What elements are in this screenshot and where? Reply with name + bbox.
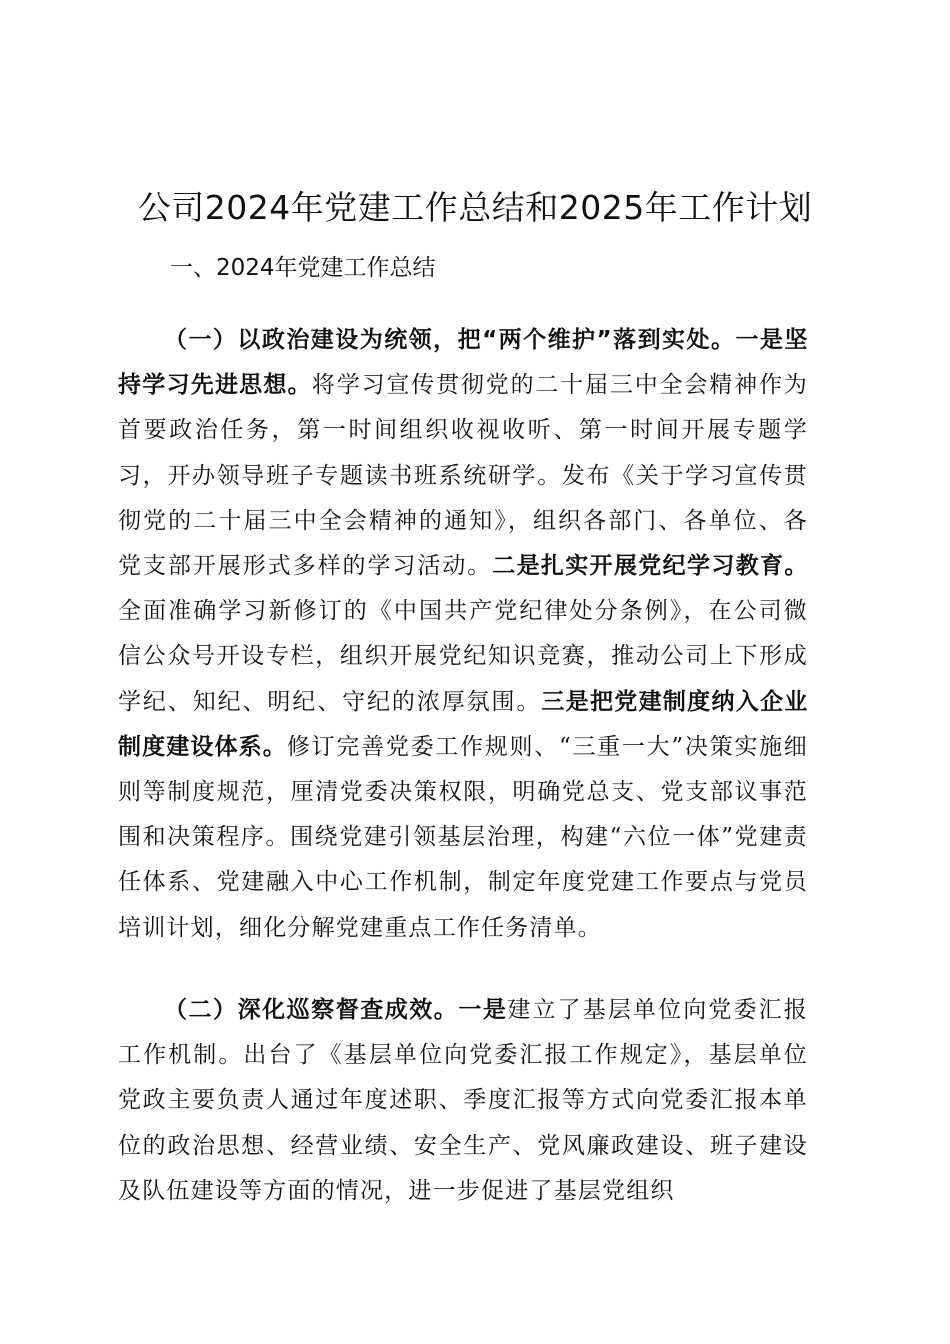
- paragraph-inspection-supervision: [118, 988, 808, 1214]
- paragraph-heading: （二）深化巡察督查成效。: [164, 997, 459, 1023]
- section-heading-2024-summary: 一、2024年党建工作总结: [170, 255, 436, 281]
- point-text: 建立了基层单位向党委汇报工作机制。出台了《基层单位向党委汇报工作规定》，基层单位党政主要负责人通过年度述职、季度汇报等方式向党委汇报本单位的政治思想、经营业绩、安全生产、党风廉政建设、班子建设及队伍建设等方面的情况，进一步促进了基层党组织: [118, 997, 809, 1204]
- point-label: 二是扎实开展党纪学习教育。: [492, 553, 808, 580]
- point-label: 一是坚持学习先进思想。: [118, 327, 808, 399]
- point-text: 将学习宣传贯彻党的二十届三中全会精神作为首要政治任务，第一时间组织收视收听、第一时间开展专题学习，开办领导班子专题读书班系统研学。发布《关于学习宣传贯彻党的二十届三中全会精神的通知》，组织各部门、各单位、各党支部开展形式多样的学习活动。: [118, 372, 809, 580]
- paragraph-heading: （一）以政治建设为统领，把“两个维护”落到实处。: [164, 327, 736, 353]
- document-title: 公司2024年党建工作总结和2025年工作计划: [137, 188, 813, 227]
- paragraph-political-construction: [118, 318, 808, 951]
- point-text: 修订完善党委工作规则、“三重一大”决策实施细则等制度规范，厘清党委决策权限，明确党总支、党支部议事范围和决策程序。围绕党建引领基层治理，构建“六位一体”党建责任体系、党建融入中心工作机制，制定年度党建工作要点与党员培训计划，细化分解党建重点工作任务清单。: [118, 733, 808, 941]
- point-label: 一是: [458, 997, 508, 1023]
- point-label: 三是把党建制度纳入企业制度建设体系。: [118, 688, 808, 760]
- point-text: 全面准确学习新修订的《中国共产党纪律处分条例》，在公司微信公众号开设专栏，组织开展党纪知识竞赛，推动公司上下形成学纪、知纪、明纪、守纪的浓厚氛围。: [118, 598, 808, 715]
